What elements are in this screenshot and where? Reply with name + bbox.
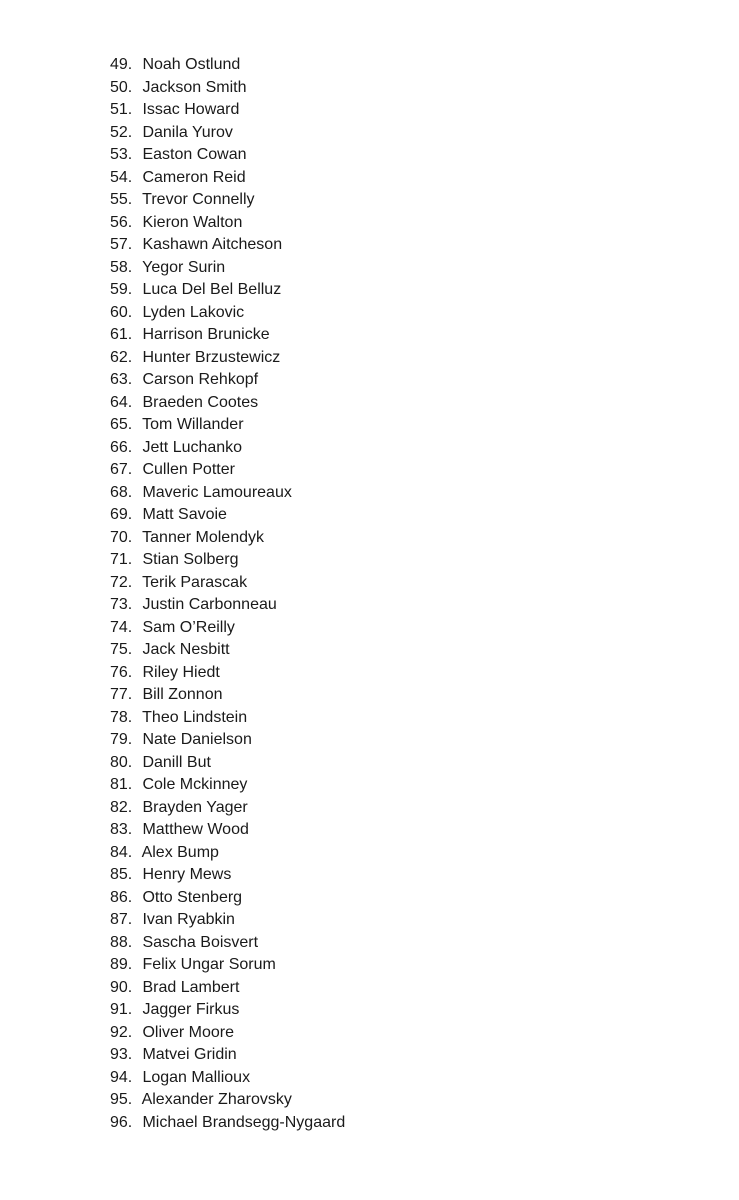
list-item [110, 212, 345, 235]
list-item-number: 70. [110, 528, 133, 546]
list-item [110, 594, 345, 617]
list-item-name: Carson Rehkopf [142, 371, 259, 388]
list-item-name: Bill Zonnon [142, 686, 223, 703]
list-item [110, 909, 345, 932]
list-item [110, 887, 345, 910]
list-item [110, 527, 345, 550]
list-item-number: 96. [110, 1113, 133, 1131]
list-item-number: 77. [110, 686, 133, 703]
list-item-name: Harrison Brunicke [142, 326, 270, 343]
list-item-number: 53. [110, 146, 133, 163]
list-item [110, 549, 345, 572]
list-item-name: Cullen Potter [142, 461, 235, 478]
list-item-number: 63. [110, 371, 133, 388]
list-item [110, 54, 345, 77]
list-item [110, 954, 345, 977]
list-item-name: Braeden Cootes [142, 393, 259, 411]
list-item [110, 122, 345, 145]
list-item [110, 369, 345, 392]
list-item-name: Oliver Moore [142, 1023, 235, 1041]
list-item [110, 752, 345, 775]
list-item-number: 67. [110, 461, 133, 478]
list-item-name: Noah Ostlund [142, 56, 241, 73]
list-item-number: 64. [110, 393, 133, 411]
list-item-name: Theo Lindstein [142, 708, 248, 726]
list-item-number: 89. [110, 956, 133, 973]
list-item [110, 774, 345, 797]
list-item-number: 88. [110, 933, 133, 951]
list-item-number: 93. [110, 1046, 133, 1063]
list-item-number: 78. [110, 708, 133, 726]
list-item-number: 82. [110, 798, 133, 816]
list-item-name: Matthew Wood [142, 821, 249, 838]
list-item [110, 662, 345, 685]
list-item-number: 92. [110, 1023, 133, 1041]
list-item [110, 999, 345, 1022]
list-item-number: 60. [110, 303, 133, 321]
list-item-number: 50. [110, 78, 133, 96]
list-item-number: 84. [110, 843, 133, 861]
list-item-number: 83. [110, 821, 133, 838]
list-item [110, 99, 345, 122]
list-item-name: Alex Bump [141, 843, 219, 861]
list-item-number: 66. [110, 438, 133, 456]
list-item [110, 1067, 345, 1090]
list-item-number: 91. [110, 1001, 133, 1018]
list-item-name: Matt Savoie [142, 506, 227, 523]
list-item-name: Kashawn Aitcheson [142, 236, 283, 253]
list-item-number: 68. [110, 483, 133, 501]
list-item-number: 79. [110, 731, 133, 748]
list-item-name: Justin Carbonneau [142, 596, 277, 613]
list-item [110, 392, 345, 415]
list-item-name: Jack Nesbitt [142, 641, 230, 658]
list-item [110, 459, 345, 482]
list-item-number: 55. [110, 191, 133, 208]
list-item-name: Felix Ungar Sorum [142, 956, 276, 973]
list-item [110, 437, 345, 460]
list-item [110, 279, 345, 302]
list-item [110, 977, 345, 1000]
list-item-number: 62. [110, 348, 133, 366]
list-item-number: 73. [110, 596, 133, 613]
list-item-name: Jagger Firkus [142, 1001, 240, 1018]
list-item [110, 707, 345, 730]
list-item-name: Matvei Gridin [142, 1046, 237, 1063]
list-item-name: Stian Solberg [142, 551, 239, 568]
list-item [110, 864, 345, 887]
ranking-list [110, 54, 345, 1134]
list-item [110, 482, 345, 505]
list-item [110, 324, 345, 347]
list-item-number: 80. [110, 753, 133, 771]
list-item-number: 71. [110, 551, 133, 568]
list-item-name: Danill But [142, 753, 211, 771]
list-item-name: Luca Del Bel Belluz [142, 281, 282, 298]
list-item-name: Maveric Lamoureaux [142, 483, 292, 501]
list-item [110, 189, 345, 212]
list-item-number: 51. [110, 101, 133, 118]
list-item-number: 95. [110, 1091, 133, 1108]
list-item-name: Jett Luchanko [142, 438, 243, 456]
list-item-number: 85. [110, 866, 133, 883]
list-item-name: Tanner Molendyk [142, 528, 264, 546]
list-item [110, 1089, 345, 1112]
list-item [110, 639, 345, 662]
list-item-name: Yegor Surin [142, 258, 226, 276]
list-item-name: Issac Howard [142, 101, 240, 118]
list-item-name: Sam O’Reilly [142, 618, 235, 636]
list-item [110, 347, 345, 370]
list-item [110, 414, 345, 437]
list-item-name: Brayden Yager [142, 798, 248, 816]
list-item-name: Easton Cowan [142, 146, 247, 163]
list-item-name: Otto Stenberg [142, 888, 243, 906]
list-item-number: 65. [110, 416, 133, 433]
list-item-name: Danila Yurov [142, 123, 233, 141]
list-item [110, 617, 345, 640]
list-item-name: Tom Willander [142, 416, 244, 433]
list-item [110, 819, 345, 842]
list-item-name: Trevor Connelly [142, 191, 255, 208]
list-item-number: 87. [110, 911, 133, 928]
list-item [110, 1112, 345, 1135]
list-item-name: Jackson Smith [142, 78, 247, 96]
list-item [110, 729, 345, 752]
list-item-name: Terik Parascak [142, 573, 248, 591]
list-item-number: 56. [110, 213, 133, 231]
list-item-number: 54. [110, 168, 133, 186]
list-item-number: 72. [110, 573, 133, 591]
list-item-number: 61. [110, 326, 133, 343]
list-item [110, 1022, 345, 1045]
list-item [110, 504, 345, 527]
list-item-name: Lyden Lakovic [142, 303, 245, 321]
list-item [110, 932, 345, 955]
list-item-name: Ivan Ryabkin [142, 911, 235, 928]
list-item-number: 49. [110, 56, 133, 73]
list-item-name: Hunter Brzustewicz [142, 348, 281, 366]
list-item-name: Logan Mallioux [142, 1068, 251, 1086]
list-item-number: 76. [110, 663, 133, 681]
list-item-name: Nate Danielson [142, 731, 252, 748]
list-item-name: Riley Hiedt [142, 663, 220, 681]
list-item [110, 234, 345, 257]
list-item [110, 842, 345, 865]
list-item [110, 1044, 345, 1067]
list-item-name: Henry Mews [142, 866, 232, 883]
list-item-number: 90. [110, 978, 133, 996]
list-item-name: Cameron Reid [142, 168, 246, 186]
list-item [110, 684, 345, 707]
list-item-number: 57. [110, 236, 133, 253]
list-item-number: 94. [110, 1068, 133, 1086]
list-item [110, 572, 345, 595]
list-item-name: Brad Lambert [142, 978, 240, 996]
list-item-name: Michael Brandsegg-Nygaard [142, 1113, 346, 1131]
list-item [110, 77, 345, 100]
list-item-number: 58. [110, 258, 133, 276]
list-item-number: 86. [110, 888, 133, 906]
list-item-name: Kieron Walton [142, 213, 243, 231]
list-item-number: 69. [110, 506, 133, 523]
list-item [110, 144, 345, 167]
list-item-number: 75. [110, 641, 133, 658]
list-item-number: 74. [110, 618, 133, 636]
list-item [110, 302, 345, 325]
list-item-name: Sascha Boisvert [142, 933, 259, 951]
list-item-name: Alexander Zharovsky [141, 1091, 292, 1108]
list-item-name: Cole Mckinney [142, 776, 248, 793]
list-item [110, 167, 345, 190]
list-item [110, 257, 345, 280]
list-item-number: 52. [110, 123, 133, 141]
list-item [110, 797, 345, 820]
list-item-number: 59. [110, 281, 133, 298]
list-item-number: 81. [110, 776, 133, 793]
